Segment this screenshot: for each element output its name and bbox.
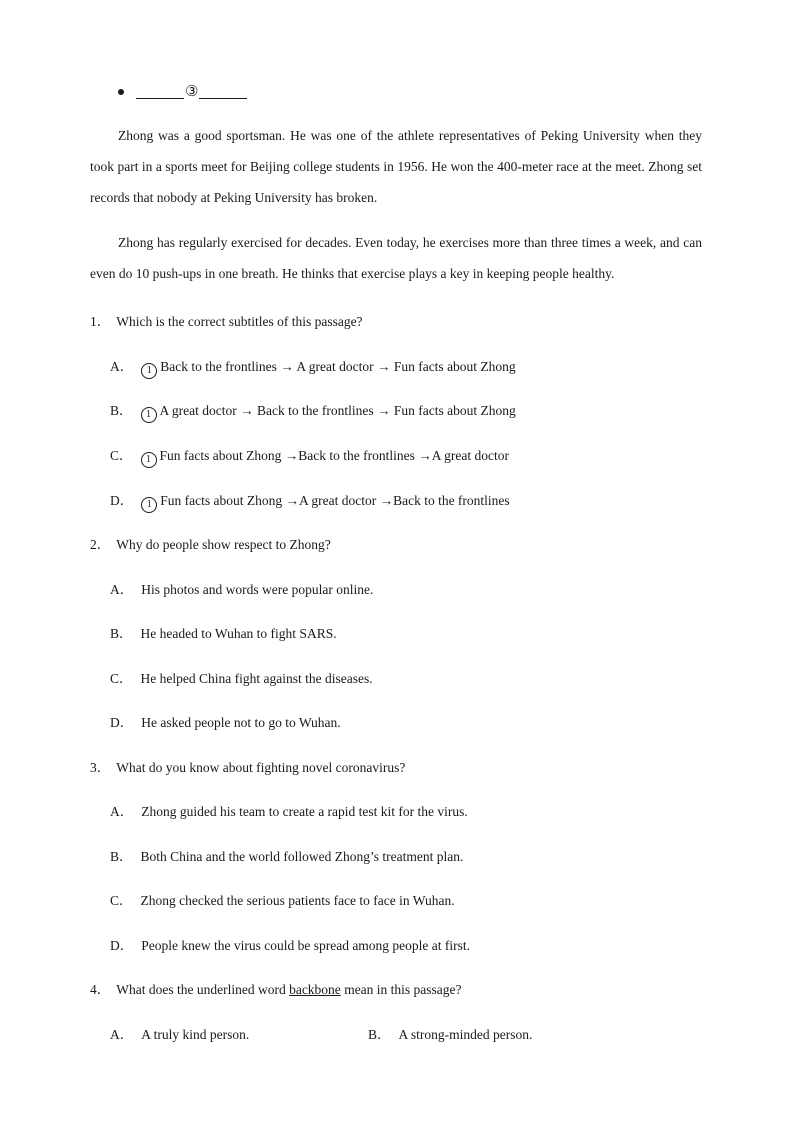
question-4-option-b[interactable]: B． A strong-minded person. [368,1027,533,1042]
circled-one-icon: 1 [141,407,157,423]
paragraph-exercise: Zhong has regularly exercised for decades. Even today, he exercises more than three times a week, and can even do 10 push-ups in one breath. He thinks that exercise plays a key in keeping people healthy. [90,235,702,281]
circled-one-icon: 1 [141,497,157,513]
question-3: 3． What do you know about fighting novel coronavirus? [90,760,406,775]
circled-one-icon: 1 [141,363,157,379]
question-4: 4． What does the underlined word backbone mean in this passage? [90,982,462,997]
question-2-option-c[interactable]: C． He helped China fight against the diseases. [110,671,373,686]
blank-line [199,84,247,99]
question-2-option-b[interactable]: B． He headed to Wuhan to fight SARS. [110,626,337,641]
question-2: 2． Why do people show respect to Zhong? [90,537,331,552]
question-1-option-b[interactable]: B． 1 A great doctor → Back to the frontlines → Fun facts about Zhong [110,399,516,423]
question-1-option-a[interactable]: A． 1 Back to the frontlines → A great doctor → Fun facts about Zhong [110,355,516,379]
circled-marker: ③ [185,84,199,100]
question-2-option-d[interactable]: D． He asked people not to go to Wuhan. [110,715,341,730]
blank-line [136,84,184,99]
circled-one-icon: 1 [141,452,157,468]
question-1-option-c[interactable]: C． 1 Fun facts about Zhong →Back to the frontlines →A great doctor [110,444,509,468]
question-3-option-d[interactable]: D． People knew the virus could be spread among people at first. [110,938,471,953]
question-1-option-d[interactable]: D． 1 Fun facts about Zhong →A great doctor →Back to the frontlines [110,489,510,513]
question-3-option-c[interactable]: C． Zhong checked the serious patients face to face in Wuhan. [110,893,455,908]
bullet-icon [118,89,124,95]
question-2-option-a[interactable]: A． His photos and words were popular online. [110,582,374,597]
paragraph-sportsman: Zhong was a good sportsman. He was one of the athlete representatives of Peking University when they took part in a sports meet for Beijing college students in 1956. He won the 400-meter race at the meet. Zhong set records that nobody at Peking University has broken. [90,128,702,205]
question-3-option-a[interactable]: A． Zhong guided his team to create a rapid test kit for the virus. [110,804,468,819]
question-3-option-b[interactable]: B． Both China and the world followed Zhong’s treatment plan. [110,849,464,864]
underlined-word: backbone [289,982,341,997]
question-1: 1． Which is the correct subtitles of this passage? [90,314,363,329]
section-heading-3 [118,82,247,101]
question-4-option-a[interactable]: A． A truly kind person. [110,1027,250,1042]
